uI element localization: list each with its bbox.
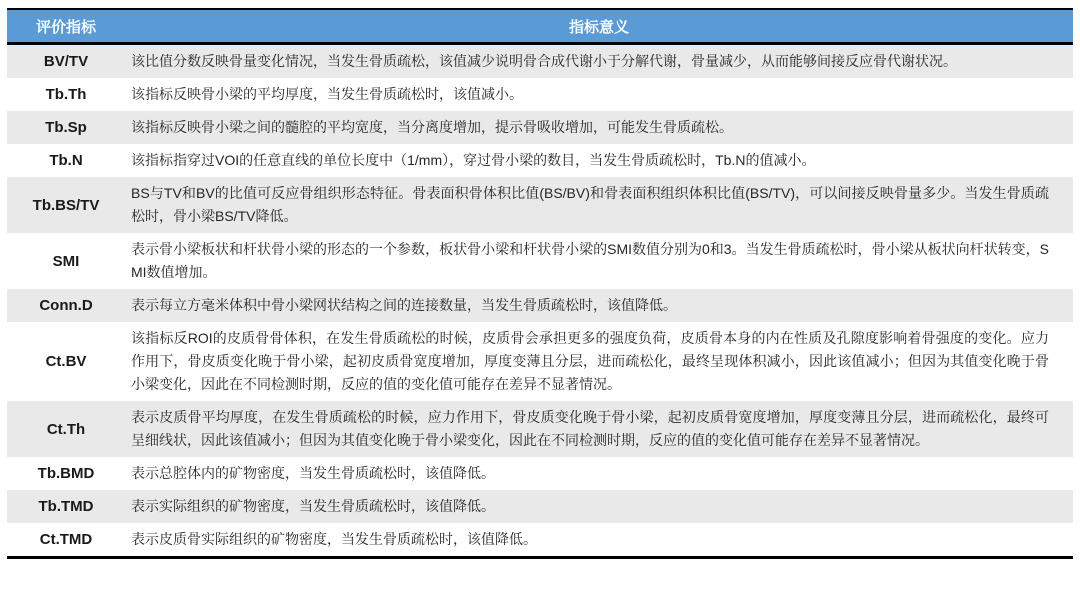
table-row bbox=[7, 144, 1073, 177]
metric-table-container bbox=[7, 8, 1073, 559]
header-row bbox=[7, 9, 1073, 44]
column-header-indicator: 评价指标 bbox=[7, 9, 125, 44]
indicator-cell: Tb.N bbox=[49, 152, 83, 169]
indicator-cell: Tb.Th bbox=[45, 86, 87, 103]
table-row bbox=[7, 289, 1073, 322]
indicator-cell: Ct.TMD bbox=[39, 531, 93, 548]
meaning-cell: BS与TV和BV的比值可反应骨组织形态特征。骨表面积骨体积比值(BS/BV)和骨表面积组织体积比值(BS/TV)，可以间接反映骨量多少。当发生骨质疏松时，骨小梁BS/TV降低。 bbox=[131, 185, 1049, 224]
meaning-cell: 表示每立方毫米体积中骨小梁网状结构之间的连接数量，当发生骨质疏松时，该值降低。 bbox=[131, 297, 677, 313]
meaning-cell: 表示骨小梁板状和杆状骨小梁的形态的一个参数，板状骨小梁和杆状骨小梁的SMI数值分别为0和3。当发生骨质疏松时，骨小梁从板状向杆状转变，SMI数值增加。 bbox=[131, 241, 1049, 280]
bone-metric-table bbox=[7, 8, 1073, 559]
table-row bbox=[7, 523, 1073, 558]
meaning-cell: 表示皮质骨平均厚度，在发生骨质疏松的时候，应力作用下，骨皮质变化晚于骨小梁，起初皮质骨宽度增加，厚度变薄且分层，进而疏松化，最终可呈细线状，因此该值减小；但因为其值变化晚于骨小梁变化，因此在不同检测时期，反应的值的变化值可能存在差异不显著情况。 bbox=[131, 409, 1049, 448]
meaning-cell: 该比值分数反映骨量变化情况，当发生骨质疏松，该值减少说明骨合成代谢小于分解代谢，骨量减少，从而能够间接反应骨代谢状况。 bbox=[131, 53, 957, 69]
table-row bbox=[7, 177, 1073, 233]
table-row bbox=[7, 322, 1073, 401]
meaning-cell: 表示皮质骨实际组织的矿物密度，当发生骨质疏松时，该值降低。 bbox=[131, 531, 537, 547]
meaning-cell: 该指标反映骨小梁的平均厚度，当发生骨质疏松时，该值减小。 bbox=[131, 86, 523, 102]
indicator-cell: BV/TV bbox=[43, 53, 89, 70]
indicator-cell: Tb.TMD bbox=[38, 498, 94, 515]
meaning-cell: 该指标反ROI的皮质骨骨体积，在发生骨质疏松的时候，皮质骨会承担更多的强度负荷，皮质骨本身的内在性质及孔隙度影响着骨强度的变化。应力作用下，骨皮质变化晚于骨小梁，起初皮质骨宽度增加，厚度变薄且分层，进而疏松化，最终呈现体积减小，因此该值减小；但因为其值变化晚于骨小梁变化，因此在不同检测时期，反应的值的变化值可能存在差异不显著情况。 bbox=[131, 330, 1049, 392]
indicator-cell: Tb.BMD bbox=[37, 465, 95, 482]
table-row bbox=[7, 490, 1073, 523]
table-row bbox=[7, 44, 1073, 79]
indicator-cell: Ct.Th bbox=[46, 420, 86, 438]
table-row bbox=[7, 401, 1073, 457]
table-row bbox=[7, 111, 1073, 144]
table-body bbox=[7, 44, 1073, 558]
meaning-cell: 表示实际组织的矿物密度，当发生骨质疏松时，该值降低。 bbox=[131, 498, 495, 514]
meaning-cell: 该指标指穿过VOI的任意直线的单位长度中（1/mm），穿过骨小梁的数目，当发生骨质疏松时，Tb.N的值减小。 bbox=[131, 152, 816, 168]
indicator-cell: Tb.Sp bbox=[45, 119, 87, 136]
table-row bbox=[7, 78, 1073, 111]
indicator-cell: Tb.BS/TV bbox=[32, 196, 100, 214]
indicator-cell: Conn.D bbox=[39, 297, 93, 314]
meaning-cell: 表示总腔体内的矿物密度，当发生骨质疏松时，该值降低。 bbox=[131, 465, 495, 481]
indicator-cell: SMI bbox=[52, 252, 80, 270]
table-row bbox=[7, 233, 1073, 289]
table-row bbox=[7, 457, 1073, 490]
table-header bbox=[7, 9, 1073, 44]
meaning-cell: 该指标反映骨小梁之间的髓腔的平均宽度，当分离度增加，提示骨吸收增加，可能发生骨质疏松。 bbox=[131, 119, 733, 135]
indicator-cell: Ct.BV bbox=[45, 353, 87, 370]
column-header-meaning: 指标意义 bbox=[125, 9, 1073, 44]
